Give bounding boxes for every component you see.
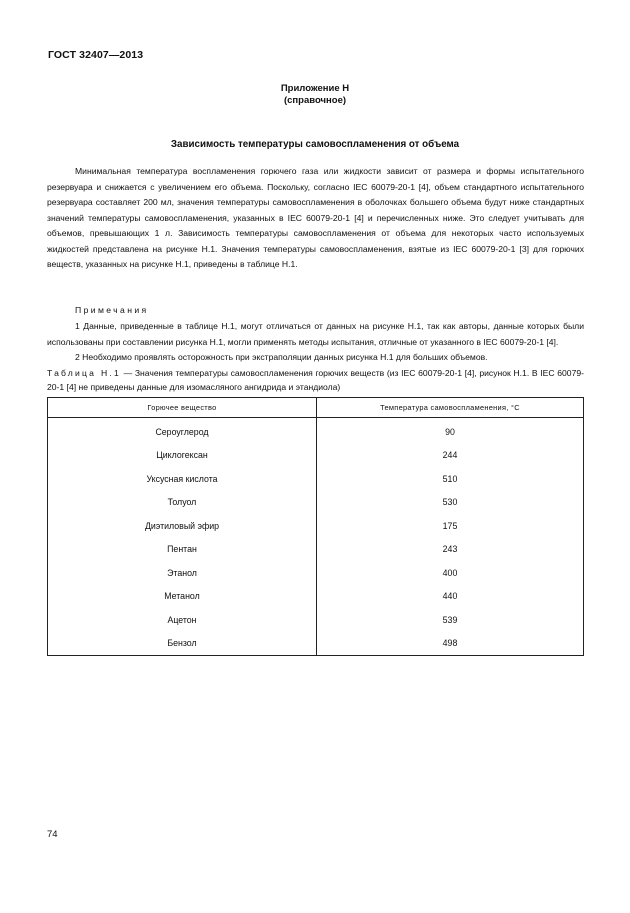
- table-row: [48, 538, 584, 562]
- section-title: Зависимость температуры самовоспламенения от объема: [170, 139, 460, 150]
- substance-cell: Этанол: [48, 561, 317, 585]
- table-row: [48, 420, 584, 444]
- substance-cell: Бензол: [48, 632, 317, 656]
- body-text: [47, 164, 584, 273]
- autoignition-table: [47, 397, 584, 656]
- table-row: [48, 608, 584, 632]
- table-row: [48, 491, 584, 515]
- temperature-cell: 243: [317, 538, 584, 562]
- temperature-cell: 440: [317, 585, 584, 609]
- table-row: [48, 561, 584, 585]
- page-number: 74: [47, 829, 58, 840]
- temperature-cell: 498: [317, 632, 584, 656]
- temperature-cell: 530: [317, 491, 584, 515]
- substance-cell: Ацетон: [48, 608, 317, 632]
- table-row: [48, 632, 584, 656]
- table-row: [48, 444, 584, 468]
- table-caption-label: Таблица Н.1: [47, 368, 121, 378]
- appendix-title: Приложение Н: [280, 83, 350, 94]
- note-item-1: 1 Данные, приведенные в таблице Н.1, могут отличаться от данных на рисунке Н.1, так как авторы, данные которых были использованы при составлении рисунка Н.1, могли применять методы испытания, отличные от указанного в IEC 60079-20-1 [4].: [47, 321, 584, 347]
- table-body: [48, 418, 584, 656]
- standard-designation: ГОСТ 32407—2013: [48, 49, 144, 61]
- header-substance: Горючее вещество: [48, 398, 317, 418]
- body-paragraph: Минимальная температура воспламенения горючего газа или жидкости зависит от размера и формы испытательного резервуара и снижается с увеличением его объема. Поскольку, согласно IEC 60079-20-1 [4], объем стандартного испытательного резервуара составляет 200 мл, значения температуры самовоспламенения в оболочках большего объема будут ниже стандартных значений температуры самовоспламенения, указанных в IEC 60079-20-1 [4] и перечисленных ниже. Это следует учитывать для объемов, превышающих 1 л. Зависимость температуры самовоспламенения от объема для некоторых часто используемых жидкостей представлена на рисунке Н.1. Значения температуры самовоспламенения, взятые из IEC 60079-20-1 [3] для горючих веществ, указанных на рисунке Н.1, приведены в таблице Н.1.: [47, 166, 584, 269]
- notes-heading: Примечания: [75, 305, 149, 315]
- header-temperature: Температура самовоспламенения, °С: [317, 398, 584, 418]
- substance-cell: Уксусная кислота: [48, 467, 317, 491]
- table-row: [48, 585, 584, 609]
- substance-cell: Диэтиловый эфир: [48, 514, 317, 538]
- table-caption: [47, 367, 584, 394]
- substance-cell: Циклогексан: [48, 444, 317, 468]
- substance-cell: Толуол: [48, 491, 317, 515]
- temperature-cell: 539: [317, 608, 584, 632]
- temperature-cell: 175: [317, 514, 584, 538]
- table-row: [48, 467, 584, 491]
- temperature-cell: 400: [317, 561, 584, 585]
- table-row: [48, 514, 584, 538]
- temperature-cell: 244: [317, 444, 584, 468]
- table-header-row: [48, 398, 584, 418]
- substance-cell: Сероуглерод: [48, 420, 317, 444]
- table-caption-text: — Значения температуры самовоспламенения горючих веществ (из IEC 60079-20-1 [4], рисунок Н.1. В IEC 60079-20-1 [4] не приведены данные для изомасляного ангидрида и этандиола): [47, 368, 584, 392]
- notes-list: [47, 319, 584, 366]
- temperature-cell: 90: [317, 420, 584, 444]
- substance-cell: Метанол: [48, 585, 317, 609]
- temperature-cell: 510: [317, 467, 584, 491]
- substance-cell: Пентан: [48, 538, 317, 562]
- appendix-status: (справочное): [283, 95, 347, 106]
- note-item-2: 2 Необходимо проявлять осторожность при экстраполяции данных рисунка Н.1 для больших объемов.: [75, 352, 488, 362]
